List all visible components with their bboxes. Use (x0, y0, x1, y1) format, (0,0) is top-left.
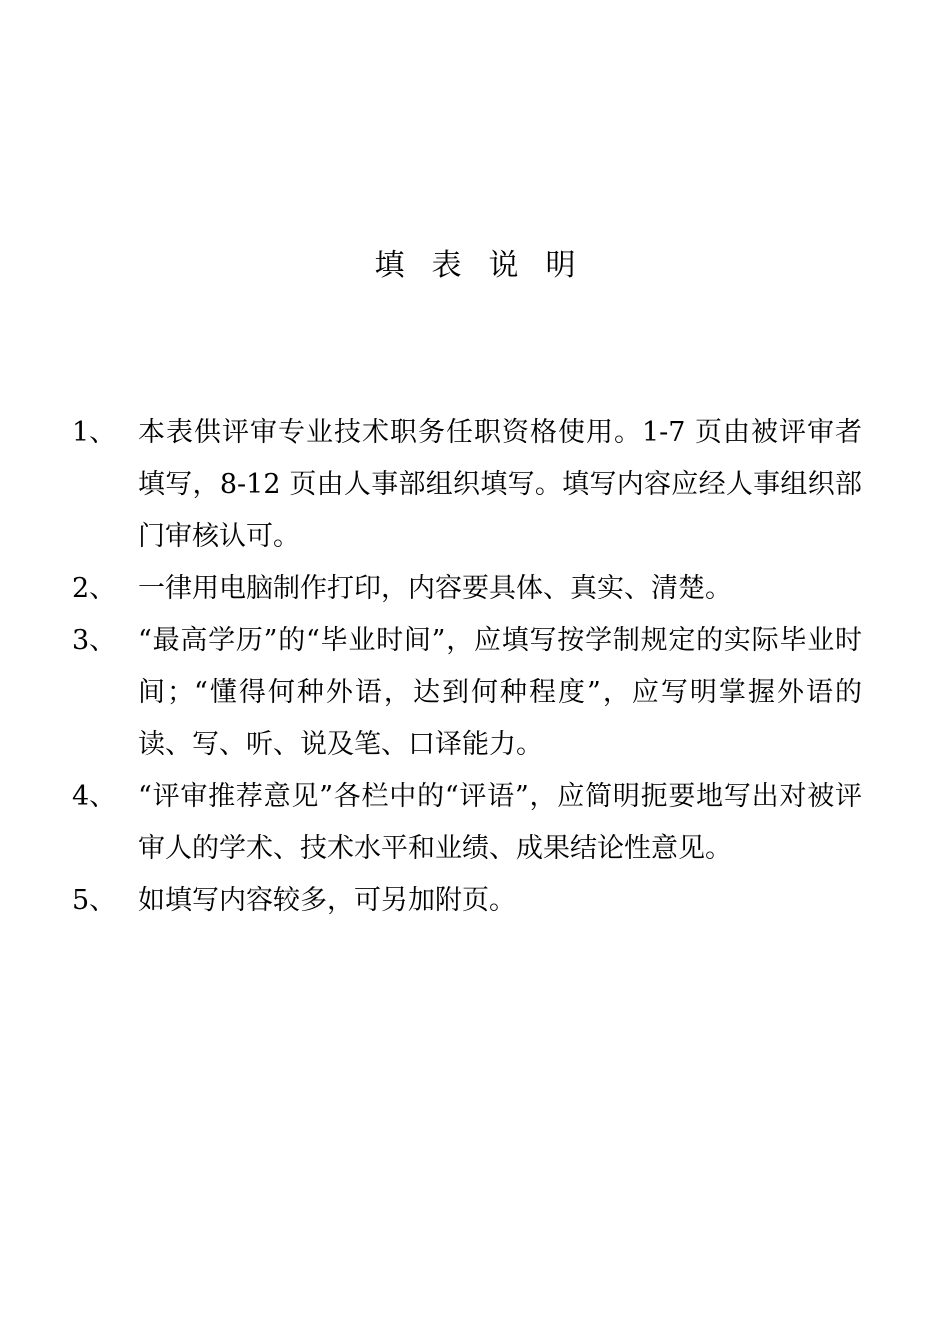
instruction-item-5 (72, 875, 862, 927)
instruction-text: “评审推荐意见”各栏中的“评语”，应简明扼要地写出对被评审人的学术、技术水平和业绩、成果结论性意见。 (138, 781, 862, 864)
instruction-text: “最高学历”的“毕业时间”，应填写按学制规定的实际毕业时间；“懂得何种外语，达到何种程度”，应写明掌握外语的读、写、听、说及笔、口译能力。 (138, 625, 862, 760)
instruction-item-3 (72, 615, 862, 771)
instruction-number: 2、 (72, 573, 117, 604)
instruction-text: 本表供评审专业技术职务任职资格使用。1-7 页由被评审者填写，8-12 页由人事部组织填写。填写内容应经人事组织部门审核认可。 (138, 417, 862, 552)
instruction-text: 一律用电脑制作打印，内容要具体、真实、清楚。 (138, 573, 732, 604)
instruction-text: 如填写内容较多，可另加附页。 (138, 885, 516, 916)
instruction-number: 5、 (72, 885, 117, 916)
instruction-item-1 (72, 407, 862, 563)
instructions-list (72, 407, 862, 927)
instruction-item-4 (72, 771, 862, 875)
instruction-item-2 (72, 563, 862, 615)
instruction-number: 4、 (72, 781, 117, 812)
instruction-number: 3、 (72, 625, 117, 656)
instruction-number: 1、 (72, 417, 117, 448)
page-title: 填表说明 (374, 248, 603, 283)
